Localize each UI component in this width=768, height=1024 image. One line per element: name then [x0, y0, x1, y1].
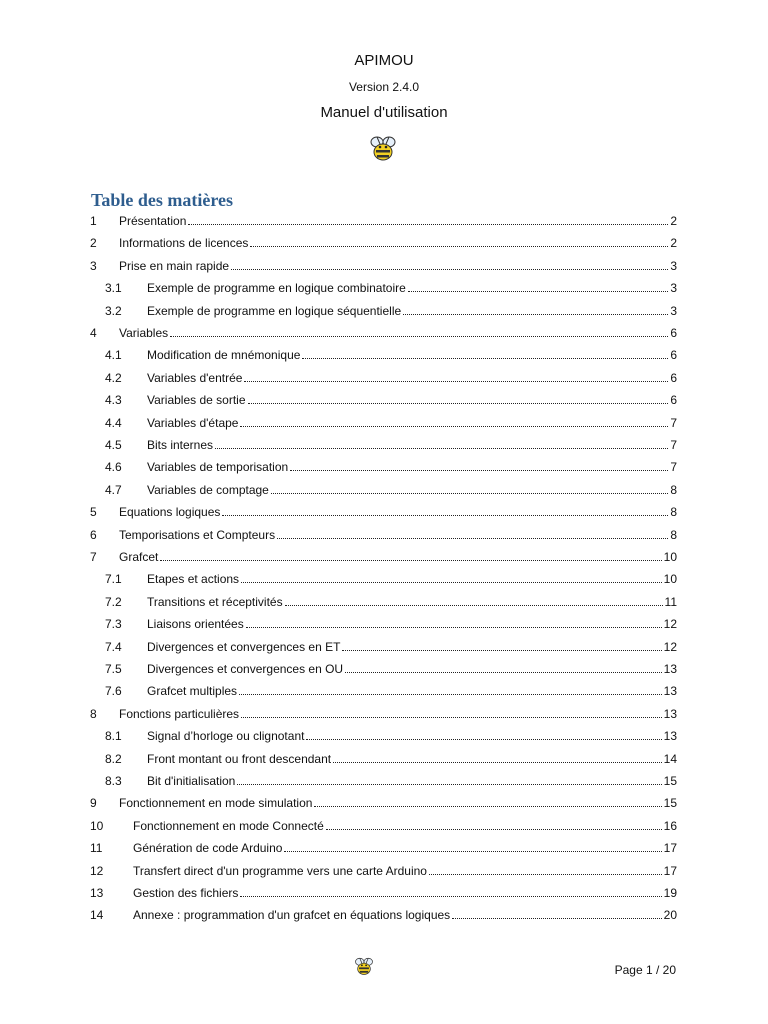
toc-entry[interactable]: [105, 277, 677, 295]
toc-leader-dots: [239, 694, 662, 695]
toc-entry[interactable]: [105, 658, 677, 676]
toc-entry[interactable]: [90, 904, 677, 922]
toc-leader-dots: [284, 851, 661, 852]
bee-icon: [352, 955, 376, 977]
toc-entry-page: 6: [670, 393, 677, 408]
toc-leader-dots: [326, 829, 662, 830]
toc-entry-title: Gestion des fichiers: [133, 886, 239, 900]
toc-leader-dots: [240, 896, 661, 897]
toc-entry-number: 4.4: [105, 415, 122, 430]
toc-entry-number: 3.1: [105, 281, 122, 296]
toc-entry-title: Divergences et convergences en OU: [147, 662, 344, 676]
toc-entry-title: Grafcet multiples: [147, 684, 238, 699]
toc-entry-title: Modification de mnémonique: [147, 348, 301, 363]
toc-entry-number: 11: [90, 841, 103, 856]
toc-entry-page: 3: [670, 303, 677, 318]
toc-leader-dots: [285, 605, 663, 606]
toc-entry-title: Variables d'entrée: [147, 370, 243, 385]
toc-entry[interactable]: [105, 434, 677, 452]
toc-leader-dots: [271, 493, 668, 494]
toc-entry[interactable]: [90, 210, 677, 228]
toc-entry-title: Prise en main rapide: [119, 258, 230, 273]
toc-entry-title: Fonctionnement en mode Connecté: [133, 818, 324, 833]
toc-entry-number: 7: [90, 550, 97, 564]
toc-leader-dots: [429, 874, 662, 875]
toc-entry-page: 12: [663, 639, 677, 654]
toc-entry[interactable]: [105, 725, 677, 743]
toc-entry-page: 19: [663, 886, 677, 900]
toc-entry[interactable]: [105, 613, 677, 631]
toc-leader-dots: [333, 762, 662, 763]
toc-leader-dots: [290, 470, 668, 471]
toc-entry-title: Informations de licences: [119, 236, 249, 251]
toc-entry-number: 9: [90, 796, 97, 811]
toc-entry-page: 14: [663, 751, 677, 766]
toc-entry-page: 8: [670, 482, 677, 497]
toc-entry-page: 2: [670, 236, 677, 251]
toc-entry-title: Transitions et réceptivités: [147, 594, 283, 609]
document-title: APIMOU: [354, 52, 414, 69]
toc-entry-title: Grafcet: [119, 550, 159, 564]
toc-entry-page: 3: [670, 281, 677, 296]
toc-entry-number: 6: [90, 527, 97, 542]
toc-entry-page: 6: [670, 370, 677, 385]
toc-entry-title: Génération de code Arduino: [133, 841, 283, 856]
toc-leader-dots: [408, 291, 669, 292]
toc-entry-number: 4.3: [105, 393, 122, 408]
toc-entry[interactable]: [90, 501, 677, 519]
toc-entry-title: Exemple de programme en logique combinatoire: [147, 281, 406, 296]
toc-entry[interactable]: [90, 255, 677, 273]
toc-entry-number: 7.1: [105, 572, 122, 587]
toc-leader-dots: [248, 403, 669, 404]
toc-entry[interactable]: [90, 860, 677, 878]
toc-leader-dots: [215, 448, 668, 449]
toc-entry-number: 8.2: [105, 751, 122, 766]
toc-leader-dots: [345, 672, 662, 673]
toc-entry-number: 4.5: [105, 438, 122, 452]
toc-entry-number: 5: [90, 505, 97, 520]
toc-entry-title: Fonctionnement en mode simulation: [119, 796, 313, 811]
toc-entry[interactable]: [105, 479, 677, 497]
toc-entry-title: Signal d’horloge ou clignotant: [147, 729, 305, 744]
toc-leader-dots: [241, 582, 662, 583]
toc-entry[interactable]: [105, 389, 677, 407]
toc-entry[interactable]: [105, 748, 677, 766]
toc-leader-dots: [231, 269, 668, 270]
toc-entry[interactable]: [90, 232, 677, 250]
toc-leader-dots: [237, 784, 661, 785]
toc-leader-dots: [302, 358, 668, 359]
toc-entry-number: 7.4: [105, 639, 122, 654]
toc-entry-number: 7.5: [105, 662, 122, 676]
toc-entry[interactable]: [90, 703, 677, 721]
toc-entry[interactable]: [90, 322, 677, 340]
toc-leader-dots: [246, 627, 662, 628]
toc-entry-page: 7: [670, 438, 677, 452]
toc-leader-dots: [250, 246, 668, 247]
toc-leader-dots: [277, 538, 668, 539]
toc-entry-title: Annexe : programmation d'un grafcet en équations logiques: [133, 908, 451, 923]
toc-entry-number: 12: [90, 863, 104, 878]
toc-entry-page: 10: [663, 572, 677, 587]
toc-entry-number: 8.1: [105, 729, 122, 744]
version-label: Version 2.4.0: [348, 80, 420, 94]
toc-entry-title: Variables: [119, 326, 169, 340]
toc-entry[interactable]: [105, 568, 677, 586]
toc-entry-page: 13: [663, 706, 677, 721]
toc-heading: Table des matières: [91, 190, 233, 210]
toc-entry-title: Variables de comptage: [147, 482, 269, 497]
toc-entry[interactable]: [90, 882, 677, 900]
toc-entry-page: 8: [670, 505, 677, 520]
toc-entry-page: 10: [663, 550, 677, 564]
toc-leader-dots: [342, 650, 661, 651]
toc-leader-dots: [241, 717, 662, 718]
toc-entry-title: Fonctions particulières: [119, 706, 240, 721]
toc-entry-title: Bit d'initialisation: [147, 774, 236, 788]
toc-entry-page: 15: [663, 774, 677, 788]
toc-entry-page: 7: [670, 415, 677, 430]
toc-entry-page: 2: [670, 214, 677, 228]
toc-entry-title: Temporisations et Compteurs: [119, 527, 276, 542]
toc-entry[interactable]: [105, 367, 677, 385]
toc-entry-page: 20: [663, 908, 677, 923]
toc-entry-page: 17: [663, 841, 677, 856]
toc-entry-number: 1: [90, 214, 97, 228]
toc-entry-page: 6: [670, 348, 677, 363]
toc-entry-page: 8: [670, 527, 677, 542]
toc-entry-page: 13: [663, 684, 677, 699]
toc-leader-dots: [160, 560, 661, 561]
toc-entry[interactable]: [105, 770, 677, 788]
toc-entry[interactable]: [90, 815, 677, 833]
toc-entry[interactable]: [90, 837, 677, 855]
toc-leader-dots: [244, 381, 668, 382]
toc-entry-page: 3: [670, 258, 677, 273]
toc-entry-number: 8.3: [105, 774, 122, 788]
toc-entry[interactable]: [105, 591, 677, 609]
toc-entry-page: 7: [670, 460, 677, 475]
toc-entry-page: 13: [663, 662, 677, 676]
toc-entry-number: 7.3: [105, 617, 122, 632]
toc-entry-page: 15: [663, 796, 677, 811]
toc-entry-number: 4.6: [105, 460, 122, 475]
toc-entry-number: 3.2: [105, 303, 122, 318]
toc-leader-dots: [170, 336, 668, 337]
toc-leader-dots: [222, 515, 668, 516]
toc-entry-number: 4.2: [105, 370, 122, 385]
toc-entry-title: Bits internes: [147, 438, 214, 452]
toc-leader-dots: [240, 426, 668, 427]
toc-entry-page: 17: [663, 863, 677, 878]
toc-entry-page: 12: [663, 617, 677, 632]
toc-leader-dots: [188, 224, 668, 225]
toc-entry-number: 4: [90, 326, 97, 340]
toc-entry-number: 3: [90, 258, 97, 273]
toc-entry-number: 10: [90, 818, 104, 833]
toc-entry-title: Divergences et convergences en ET: [147, 639, 341, 654]
toc-entry[interactable]: [105, 412, 677, 430]
toc-entry[interactable]: [90, 546, 677, 564]
toc-entry-number: 4.7: [105, 482, 122, 497]
toc-entry-page: 16: [663, 818, 677, 833]
toc-entry[interactable]: [105, 300, 677, 318]
toc-entry-number: 2: [90, 236, 97, 251]
toc-entry-title: Présentation: [119, 214, 187, 228]
toc-entry-number: 4.1: [105, 348, 122, 363]
toc-entry-number: 8: [90, 706, 97, 721]
toc-entry-number: 7.6: [105, 684, 122, 699]
toc-entry-title: Front montant ou front descendant: [147, 751, 332, 766]
toc-entry[interactable]: [105, 680, 677, 698]
toc-entry-title: Variables d'étape: [147, 415, 239, 430]
toc-entry-title: Equations logiques: [119, 505, 221, 520]
page-number: Page 1 / 20: [614, 963, 676, 977]
toc-entry-page: 11: [664, 594, 677, 609]
toc-leader-dots: [452, 918, 661, 919]
toc-entry-title: Variables de temporisation: [147, 460, 289, 475]
toc-entry-title: Transfert direct d'un programme vers une carte Arduino: [133, 863, 427, 878]
document-subtitle: Manuel d'utilisation: [320, 104, 448, 121]
toc-entry-page: 6: [670, 326, 677, 340]
toc-entry[interactable]: [105, 344, 677, 362]
toc-entry-page: 13: [663, 729, 677, 744]
toc-entry-title: Exemple de programme en logique séquentielle: [147, 303, 402, 318]
toc-entry-title: Liaisons orientées: [147, 617, 244, 632]
toc-entry-title: Variables de sortie: [147, 393, 246, 408]
toc-leader-dots: [314, 806, 661, 807]
toc-entry-number: 7.2: [105, 594, 122, 609]
toc-entry[interactable]: [105, 636, 677, 654]
toc-entry-title: Etapes et actions: [147, 572, 240, 587]
toc-entry[interactable]: [90, 524, 677, 542]
toc-leader-dots: [403, 314, 668, 315]
toc-entry[interactable]: [90, 792, 677, 810]
toc-entry[interactable]: [105, 456, 677, 474]
toc-entry-number: 13: [90, 886, 104, 900]
toc-leader-dots: [306, 739, 661, 740]
toc-entry-number: 14: [90, 908, 104, 923]
